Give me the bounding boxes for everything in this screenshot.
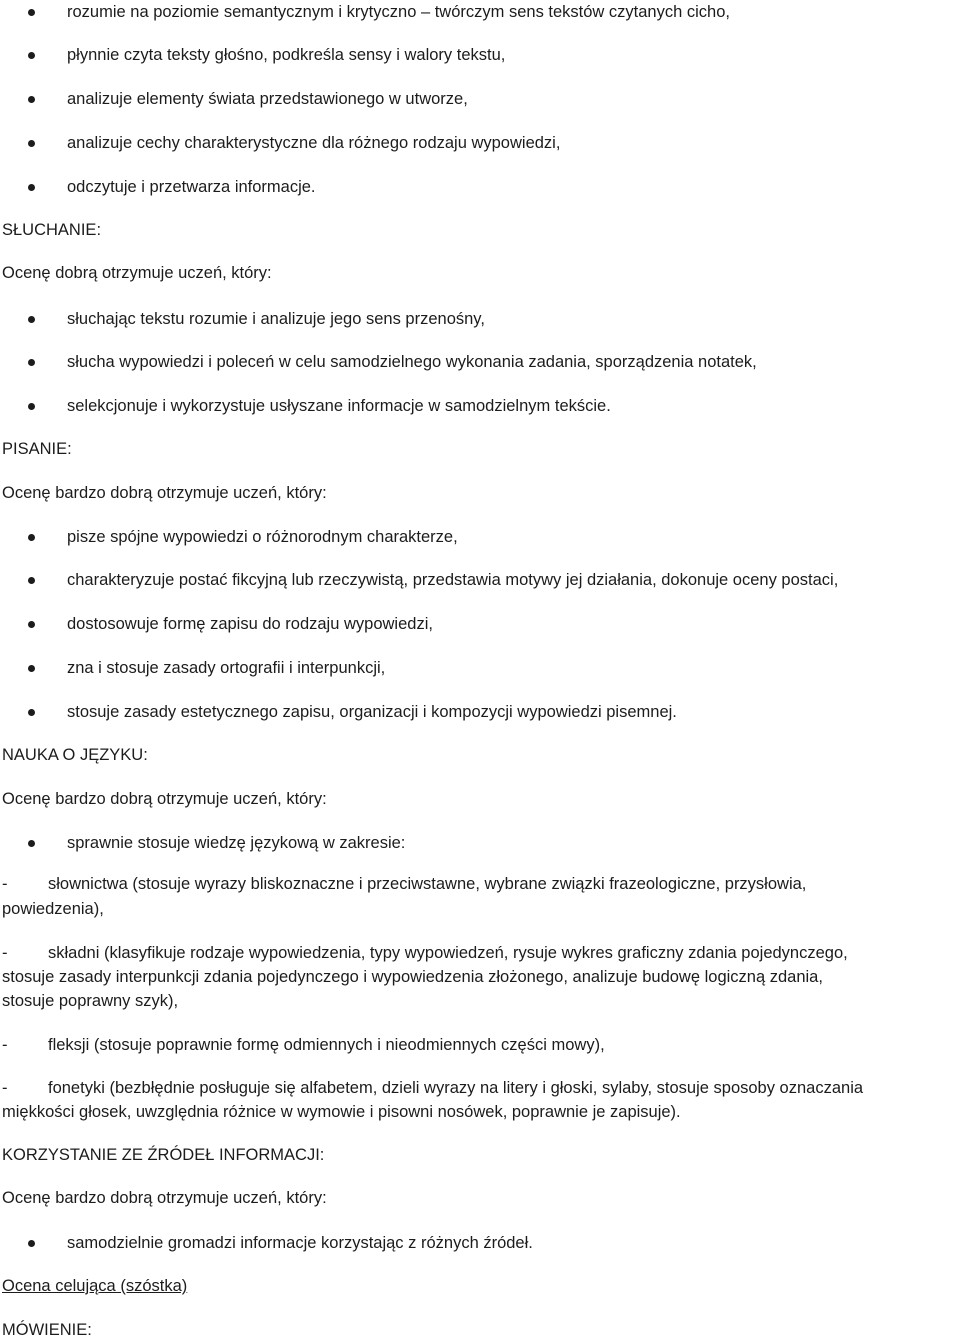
grade-heading: Ocena celująca (szóstka)	[2, 1277, 188, 1295]
section-heading-writing: PISANIE:	[2, 440, 72, 458]
dash-marker: -	[2, 1036, 8, 1054]
list-item: analizuje elementy świata przedstawionego w utworze,	[67, 90, 468, 108]
section-heading-language: NAUKA O JĘZYKU:	[2, 746, 148, 764]
list-item: zna i stosuje zasady ortografii i interpunkcji,	[67, 659, 386, 677]
dash-item-text: fonetyki (bezbłędnie posługuje się alfabetem, dzieli wyrazy na litery i głoski, sylaby, stosuje sposoby oznaczania	[48, 1079, 864, 1097]
list-item: płynnie czyta teksty głośno, podkreśla sensy i walory tekstu,	[67, 46, 506, 64]
section-heading-speaking: MÓWIENIE:	[2, 1321, 92, 1339]
bullet-marker	[28, 709, 35, 716]
list-item: selekcjonuje i wykorzystuje usłyszane informacje w samodzielnym tekście.	[67, 397, 611, 415]
dash-marker: -	[2, 1079, 8, 1097]
bullet-marker	[28, 1240, 35, 1247]
bullet-marker	[28, 577, 35, 584]
dash-item-text: miękkości głosek, uwzględnia różnice w wymowie i pisowni nosówek, poprawnie je zapisuje).	[2, 1103, 681, 1121]
bullet-marker	[28, 840, 35, 847]
bullet-marker	[28, 359, 35, 366]
list-item: dostosowuje formę zapisu do rodzaju wypowiedzi,	[67, 615, 433, 633]
dash-marker: -	[2, 944, 8, 962]
list-item: odczytuje i przetwarza informacje.	[67, 178, 316, 196]
grade-intro: Ocenę bardzo dobrą otrzymuje uczeń, który:	[2, 1189, 327, 1207]
section-heading-sources: KORZYSTANIE ZE ŹRÓDEŁ INFORMACJI:	[2, 1146, 325, 1164]
dash-marker: -	[2, 875, 8, 893]
section-heading-listening: SŁUCHANIE:	[2, 221, 102, 239]
list-item: stosuje zasady estetycznego zapisu, organizacji i kompozycji wypowiedzi pisemnej.	[67, 703, 677, 721]
bullet-marker	[28, 621, 35, 628]
list-item: charakteryzuje postać fikcyjną lub rzeczywistą, przedstawia motywy jej działania, dokonuje oceny postaci,	[67, 571, 839, 589]
bullet-marker	[28, 665, 35, 672]
list-item: samodzielnie gromadzi informacje korzystając z różnych źródeł.	[67, 1234, 533, 1252]
grade-intro: Ocenę dobrą otrzymuje uczeń, który:	[2, 264, 272, 282]
bullet-marker	[28, 184, 35, 191]
list-item: słuchając tekstu rozumie i analizuje jego sens przenośny,	[67, 310, 485, 328]
bullet-marker	[28, 9, 35, 16]
list-item: pisze spójne wypowiedzi o różnorodnym charakterze,	[67, 528, 458, 546]
bullet-marker	[28, 534, 35, 541]
list-item: sprawnie stosuje wiedzę językową w zakresie:	[67, 834, 406, 852]
grade-intro: Ocenę bardzo dobrą otrzymuje uczeń, który:	[2, 790, 327, 808]
dash-item-text: fleksji (stosuje poprawnie formę odmiennych i nieodmiennych części mowy),	[48, 1036, 605, 1054]
list-item: słucha wypowiedzi i poleceń w celu samodzielnego wykonania zadania, sporządzenia notatek,	[67, 353, 757, 371]
dash-item-text: powiedzenia),	[2, 900, 104, 918]
bullet-marker	[28, 140, 35, 147]
bullet-marker	[28, 96, 35, 103]
bullet-marker	[28, 403, 35, 410]
bullet-marker	[28, 52, 35, 59]
dash-item-text: stosuje poprawny szyk),	[2, 992, 179, 1010]
dash-item-text: słownictwa (stosuje wyrazy bliskoznaczne i przeciwstawne, wybrane związki frazeologiczne, przysłowia,	[48, 875, 807, 893]
grade-intro: Ocenę bardzo dobrą otrzymuje uczeń, który:	[2, 484, 327, 502]
dash-item-text: stosuje zasady interpunkcji zdania pojedynczego i wypowiedzenia złożonego, analizuje budowę logiczną zdania,	[2, 968, 823, 986]
list-item: rozumie na poziomie semantycznym i krytyczno – twórczym sens tekstów czytanych cicho,	[67, 3, 730, 21]
bullet-marker	[28, 316, 35, 323]
list-item: analizuje cechy charakterystyczne dla różnego rodzaju wypowiedzi,	[67, 134, 561, 152]
dash-item-text: składni (klasyfikuje rodzaje wypowiedzenia, typy wypowiedzeń, rysuje wykres graficzny zdania pojedynczego,	[48, 944, 848, 962]
